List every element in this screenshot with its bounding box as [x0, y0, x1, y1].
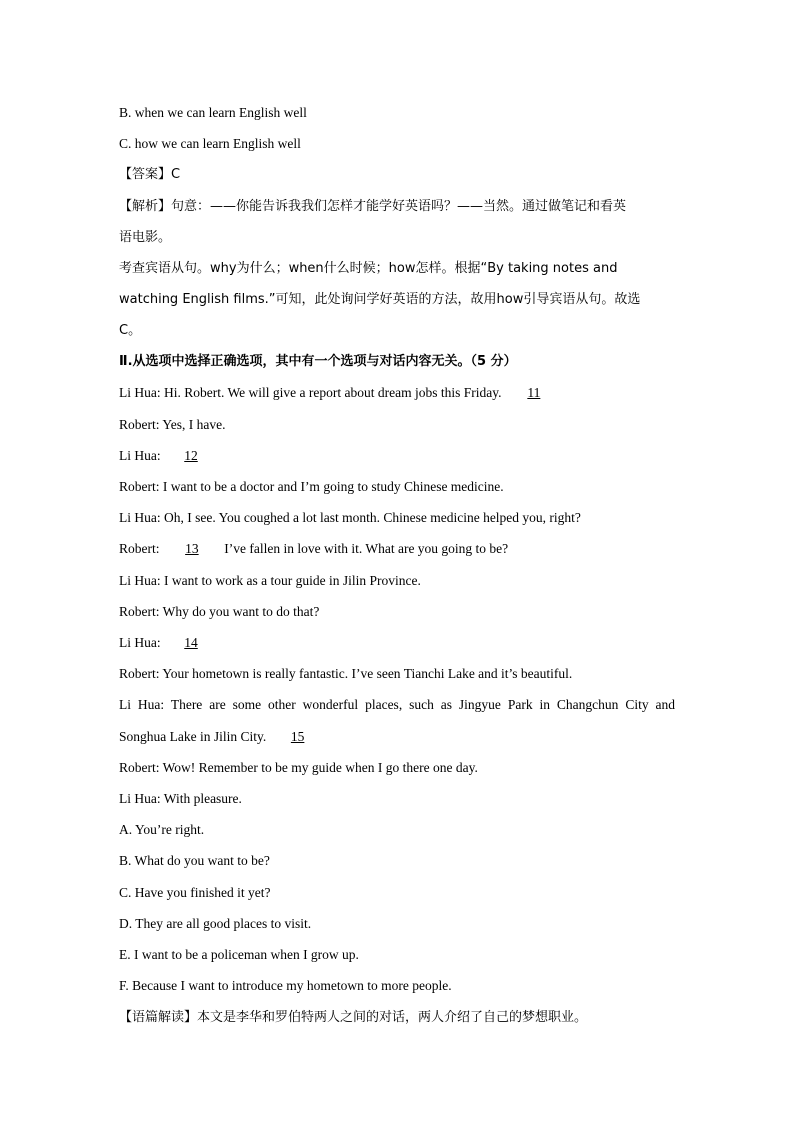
- dialogue-text: Li Hua:: [119, 635, 161, 650]
- dialogue-line-6: [119, 540, 508, 558]
- dialogue-line-5: Li Hua: Oh, I see. You coughed a lot last month. Chinese medicine helped you, right?: [119, 510, 581, 525]
- dialogue-text: Songhua Lake in Jilin City.: [119, 729, 267, 744]
- q10-option-b: B. when we can learn English well: [119, 105, 307, 120]
- option-d: D. They are all good places to visit.: [119, 916, 312, 931]
- option-a: A. You’re right.: [119, 822, 205, 837]
- dialogue-text: I’ve fallen in love with it. What are you going to be?: [224, 541, 509, 556]
- answer-blank-12: 12: [184, 448, 198, 463]
- dialogue-line-9: [119, 634, 218, 652]
- option-f: F. Because I want to introduce my hometown to more people.: [119, 978, 452, 993]
- dialogue-line-1: [119, 384, 563, 402]
- analysis-line-4: watching English films.”可知，此处询问学好英语的方法，故用how引导宾语从句。故选: [119, 292, 641, 307]
- dialogue-line-7: Li Hua: I want to work as a tour guide in Jilin Province.: [119, 573, 421, 588]
- option-e: E. I want to be a policeman when I grow up.: [119, 947, 359, 962]
- answer-line: 【答案】C: [119, 167, 181, 182]
- answer-blank-14: 14: [184, 635, 198, 650]
- answer-blank-15: 15: [290, 729, 305, 744]
- dialogue-line-10: Robert: Your hometown is really fantastic. I’ve seen Tianchi Lake and it’s beautiful.: [119, 666, 573, 681]
- dialogue-line-12: [119, 728, 326, 746]
- passage-interpretation: 【语篇解读】本文是李华和罗伯特两人之间的对话，两人介绍了自己的梦想职业。: [119, 1010, 588, 1025]
- dialogue-line-13: Robert: Wow! Remember to be my guide when I go there one day.: [119, 760, 478, 775]
- dialogue-line-8: Robert: Why do you want to do that?: [119, 604, 320, 619]
- analysis-line-1: 【解析】句意：——你能告诉我我们怎样才能学好英语吗？——当然。通过做笔记和看英: [119, 199, 627, 214]
- dialogue-line-14: Li Hua: With pleasure.: [119, 791, 242, 806]
- dialogue-text: Robert:: [119, 541, 160, 556]
- dialogue-text: Li Hua: Hi. Robert. We will give a report about dream jobs this Friday.: [119, 385, 502, 400]
- analysis-line-3: 考查宾语从句。why为什么；when什么时候；how怎样。根据“By taking notes and: [119, 261, 618, 276]
- dialogue-line-2: Robert: Yes, I have.: [119, 417, 226, 432]
- answer-blank-11: 11: [527, 385, 541, 400]
- analysis-line-2: 语电影。: [119, 230, 172, 245]
- dialogue-line-4: Robert: I want to be a doctor and I’m going to study Chinese medicine.: [119, 479, 504, 494]
- section-title: Ⅱ.从选项中选择正确选项，其中有一个选项与对话内容无关。（5 分）: [119, 354, 517, 369]
- q10-option-c: C. how we can learn English well: [119, 136, 301, 151]
- analysis-line-5: C。: [119, 323, 142, 338]
- dialogue-text: Li Hua:: [119, 448, 161, 463]
- dialogue-line-3: [119, 447, 218, 465]
- option-b: B. What do you want to be?: [119, 853, 270, 868]
- answer-blank-13: 13: [185, 541, 199, 556]
- dialogue-line-11: Li Hua: There are some other wonderful places, such as Jingyue Park in Changchun City and: [119, 697, 675, 712]
- option-c: C. Have you finished it yet?: [119, 885, 271, 900]
